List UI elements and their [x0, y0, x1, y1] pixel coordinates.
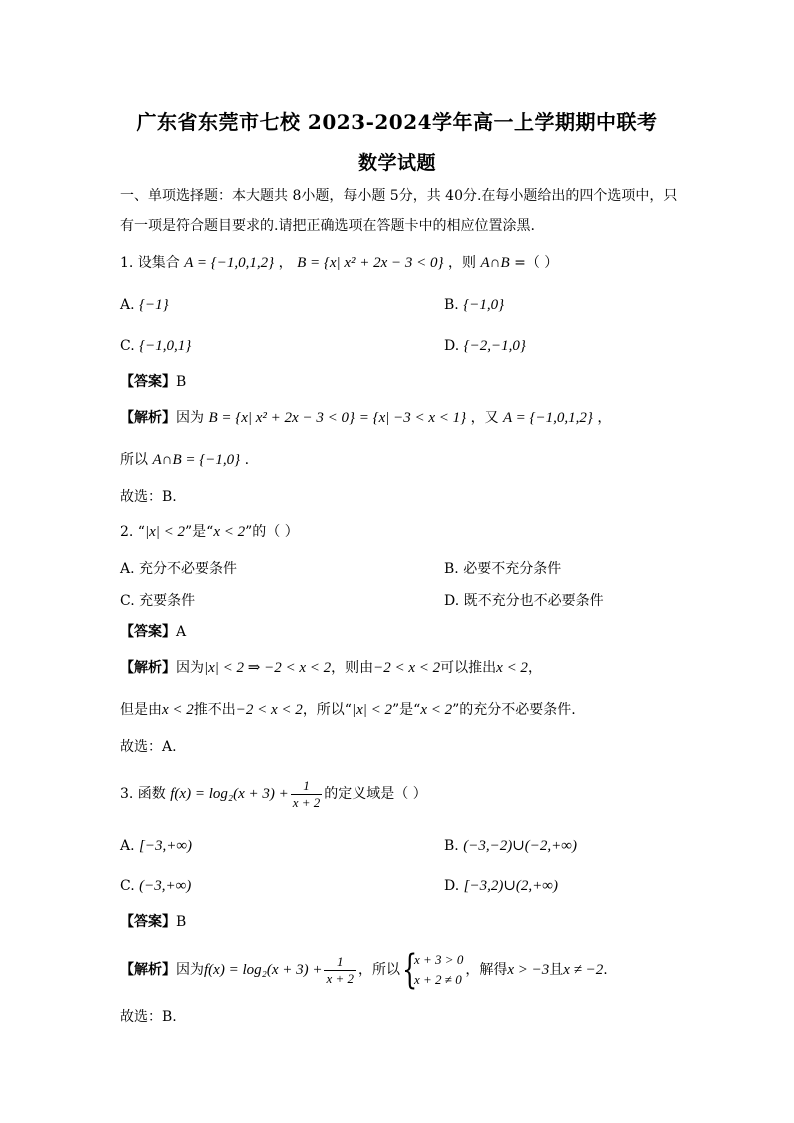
q2-analysis-2-math-3: |x| < 2	[351, 702, 393, 718]
q3-option-c-label: C.	[120, 878, 135, 894]
q1-analysis-label: 【解析】	[120, 410, 176, 426]
q1-option-b	[444, 295, 504, 315]
q3-analysis-text-d: 且	[549, 962, 564, 978]
q2-analysis-2-text-d: ”是“	[392, 702, 421, 718]
q2-analysis-2-math-4: x < 2	[420, 702, 453, 718]
q1-answer-label: 【答案】	[120, 374, 176, 390]
q2-stem-math-2: x < 2	[213, 524, 246, 540]
q1-analysis-2-math: A∩B = {−1,0}	[152, 452, 241, 468]
section-heading-line-2: 有一项是符合题目要求的.请把正确选项在答题卡中的相应位置涂黑.	[120, 218, 535, 234]
q3-analysis-math-2: x > −3	[507, 962, 550, 978]
q1-stem-math-set-b: B = {x| x² + 2x − 3 < 0}	[297, 255, 444, 271]
q1-option-d-value: {−2,−1,0}	[463, 338, 526, 354]
q2-analysis-line-1	[120, 658, 542, 678]
q1-analysis-line-2	[120, 450, 249, 470]
q1-analysis-2-text-a: 所以	[120, 452, 148, 468]
q3-conclusion: 故选：B.	[120, 1009, 177, 1025]
q2-option-c	[120, 591, 195, 611]
q3-stem-text-b: 的定义域是（ ）	[324, 786, 427, 802]
q3-answer-label: 【答案】	[120, 914, 176, 930]
q2-option-a	[120, 559, 237, 579]
q2-option-b-value: 必要不充分条件	[463, 561, 562, 577]
q3-analysis-math: f(x) = log₂(x + 3) +	[204, 962, 323, 978]
q3-analysis-text-e: .	[603, 962, 608, 978]
q3-option-b	[444, 836, 577, 856]
q3-option-d-value: [−3,2)∪(2,+∞)	[463, 878, 558, 894]
q1-option-d	[444, 336, 526, 356]
q2-answer-value: A	[176, 624, 187, 640]
q2-analysis-text-a: 因为	[176, 660, 204, 676]
q3-stem-fraction-numerator: 1	[291, 778, 323, 795]
q2-option-a-value: 充分不必要条件	[139, 561, 238, 577]
q3-option-b-value: (−3,−2)∪(−2,+∞)	[463, 838, 577, 854]
q1-option-a-value: {−1}	[139, 297, 169, 313]
q1-analysis-math-2: A = {−1,0,1,2}	[503, 410, 593, 426]
q1-analysis-line-1	[120, 408, 611, 428]
q2-analysis-math-2: −2 < x < 2	[373, 660, 441, 676]
q2-option-c-label: C.	[120, 593, 135, 609]
q2-stem	[120, 522, 299, 542]
q1-option-a	[120, 295, 169, 315]
q2-option-d-value: 既不充分也不必要条件	[463, 593, 604, 609]
q3-analysis-system-row-2: x + 2 ≠ 0	[414, 972, 462, 987]
q3-option-a	[120, 836, 192, 856]
q1-analysis-2-text-b: .	[244, 452, 250, 468]
q3-analysis-system	[402, 947, 464, 993]
q2-analysis-2-math-1: x < 2	[162, 702, 194, 718]
section-heading-line-1: 一、单项选择题：本大题共 8小题，每小题 5分，共 40分.在每小题给出的四个选项中，只	[120, 188, 678, 204]
q3-option-d-label: D.	[444, 878, 460, 894]
q3-stem	[120, 775, 427, 813]
q1-analysis-math-1: B = {x| x² + 2x − 3 < 0} = {x| −3 < x < 1}	[208, 410, 467, 426]
document-title: 广东省东莞市七校 2023-2024学年高一上学期期中联考	[136, 110, 658, 134]
q2-analysis-2-math-2: −2 < x < 2	[235, 702, 303, 718]
q1-stem-text-c: =（ ）	[514, 255, 559, 271]
q2-stem-text-b: ”是“	[185, 524, 214, 540]
q2-analysis-text-b: ，则由	[331, 660, 374, 676]
q2-analysis-2-text-e: ”的充分不必要条件.	[452, 702, 576, 718]
q3-option-c	[120, 876, 191, 896]
q1-stem-math-set-a: A = {−1,0,1,2}	[184, 255, 275, 271]
q2-option-a-label: A.	[120, 561, 135, 577]
q3-option-c-value: (−3,+∞)	[139, 878, 192, 894]
q1-analysis-text-a: 因为	[176, 410, 204, 426]
q2-analysis-label: 【解析】	[120, 660, 176, 676]
q3-analysis-label: 【解析】	[120, 962, 176, 978]
q3-answer-value: B	[176, 914, 187, 930]
q1-option-c	[120, 336, 191, 356]
q1-option-d-label: D.	[444, 338, 460, 354]
q2-analysis-math-3: x < 2	[496, 660, 528, 676]
q3-stem-fraction	[291, 778, 323, 811]
q1-conclusion: 故选：B.	[120, 489, 177, 505]
q1-option-c-value: {−1,0,1}	[139, 338, 192, 354]
q1-option-a-label: A.	[120, 297, 135, 313]
q2-analysis-2-text-a: 但是由	[120, 702, 162, 718]
q1-stem-text-a: 1. 设集合	[120, 255, 180, 271]
q1-answer-value: B	[176, 374, 187, 390]
q1-stem-text-b: ，则	[448, 255, 477, 271]
q1-option-b-value: {−1,0}	[463, 297, 505, 313]
q1-stem-math-intersection: A∩B	[480, 255, 510, 271]
q3-analysis-text-b: ，所以	[358, 962, 401, 978]
q2-analysis-text-d: ，	[527, 660, 542, 676]
q2-conclusion: 故选：A.	[120, 739, 177, 755]
q2-option-d	[444, 591, 604, 611]
q2-stem-text-c: ”的（ ）	[245, 524, 299, 540]
q1-answer	[120, 372, 186, 392]
left-brace-icon: {	[402, 947, 418, 993]
q3-analysis-line	[120, 947, 608, 993]
q2-stem-text-a: 2. “	[120, 524, 145, 540]
q3-analysis-math-3: x ≠ −2	[563, 962, 604, 978]
q3-stem-math: f(x) = log₂(x + 3) +	[170, 786, 289, 802]
q2-option-d-label: D.	[444, 593, 460, 609]
q1-option-c-label: C.	[120, 338, 135, 354]
q2-stem-math-1: |x| < 2	[144, 524, 185, 540]
q2-option-b	[444, 559, 561, 579]
q2-analysis-2-text-c: ，所以“	[302, 702, 352, 718]
q3-option-b-label: B.	[444, 838, 459, 854]
q3-answer	[120, 912, 186, 932]
q2-answer-label: 【答案】	[120, 624, 176, 640]
q2-analysis-line-2	[120, 700, 576, 720]
q3-option-a-value: [−3,+∞)	[139, 838, 193, 854]
q2-analysis-2-text-b: 推不出	[193, 702, 236, 718]
q3-analysis-text-c: ，解得	[465, 962, 508, 978]
q3-analysis-fraction	[324, 954, 356, 987]
q2-option-c-value: 充要条件	[139, 593, 196, 609]
q3-stem-fraction-denominator: x + 2	[292, 794, 321, 810]
q3-analysis-fraction-numerator: 1	[324, 954, 356, 971]
q2-analysis-math-1: |x| < 2 ⇒ −2 < x < 2	[204, 660, 332, 676]
document-subtitle: 数学试题	[357, 152, 436, 174]
q3-option-a-label: A.	[120, 838, 135, 854]
q3-analysis-system-row-1: x + 3 > 0	[414, 952, 464, 967]
q1-analysis-text-b: ，又	[470, 410, 499, 426]
q2-analysis-text-c: 可以推出	[440, 660, 497, 676]
q1-option-b-label: B.	[444, 297, 459, 313]
q1-stem	[120, 253, 558, 273]
q2-answer	[120, 622, 186, 642]
q3-option-d	[444, 876, 558, 896]
q3-analysis-fraction-denominator: x + 2	[326, 970, 355, 986]
q1-analysis-text-c: ，	[597, 410, 612, 426]
q1-stem-sep: ，	[278, 255, 293, 271]
q3-stem-text-a: 3. 函数	[120, 786, 166, 802]
q2-option-b-label: B.	[444, 561, 459, 577]
q3-analysis-text-a: 因为	[176, 962, 204, 978]
